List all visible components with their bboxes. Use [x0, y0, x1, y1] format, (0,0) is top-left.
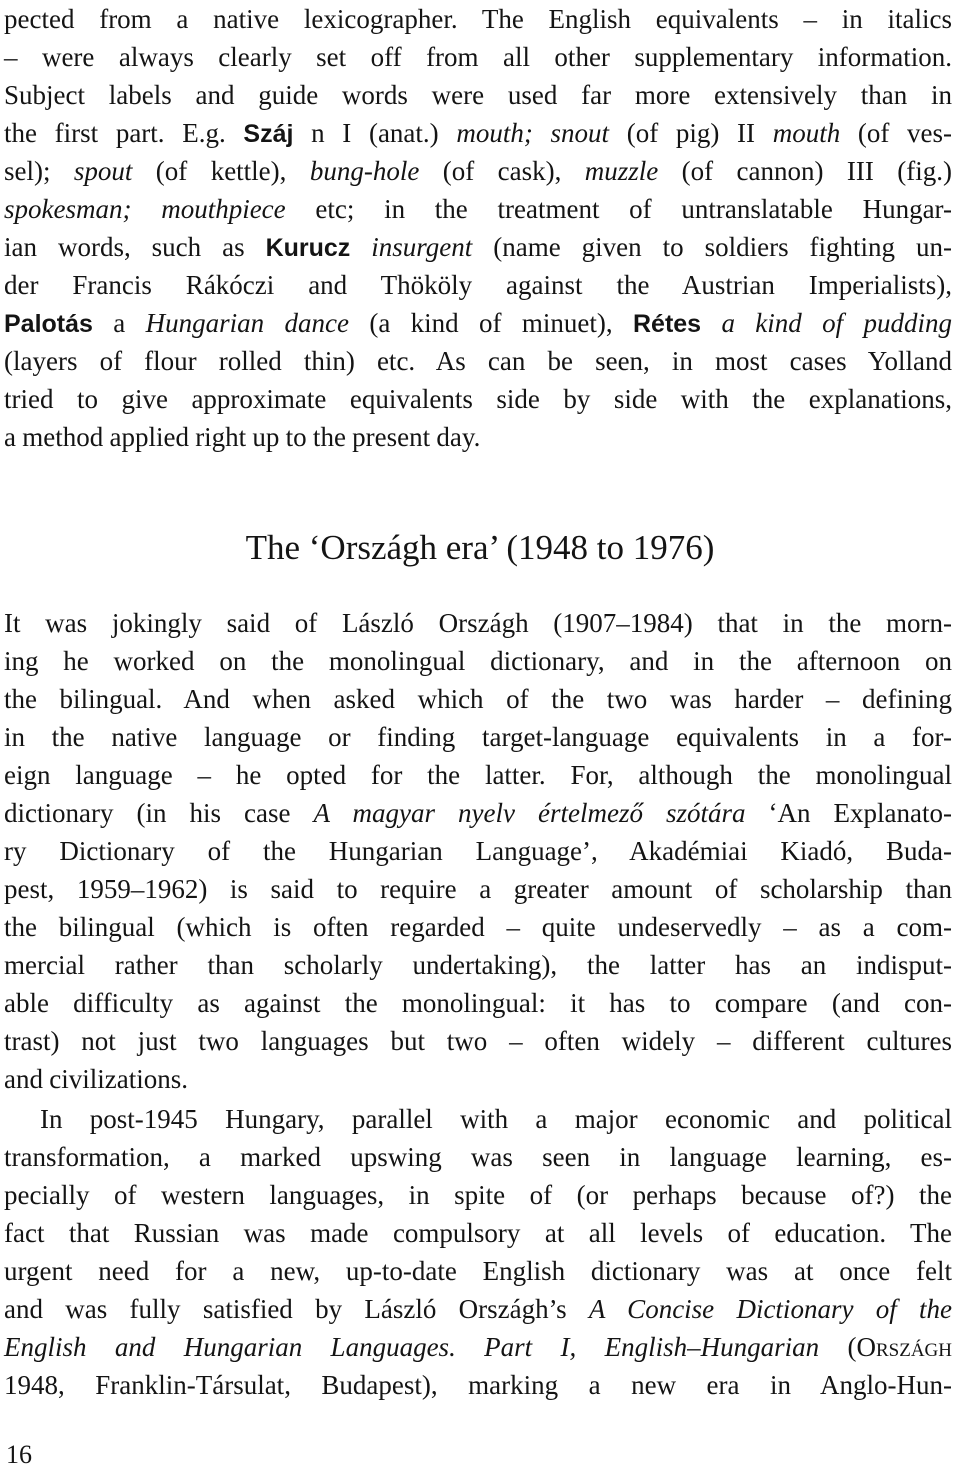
- text-line: the bilingual. And when asked which of the two was harder – defining: [4, 684, 952, 714]
- text-line: the bilingual (which is often regarded – quite undeservedly – as a com-: [4, 912, 952, 942]
- text-line: tried to give approximate equivalents side by side with the explanations,: [4, 384, 952, 414]
- text-line: der Francis Rákóczi and Thököly against the Austrian Imperialists),: [4, 270, 952, 300]
- text-line: and was fully satisfied by László Országh’s A Concise Dictionary of the: [4, 1294, 952, 1324]
- text-line: mercial rather than scholarly undertaking), the latter has an indisput-: [4, 950, 952, 980]
- paragraph-intro: [4, 0, 952, 456]
- text-line: 1948, Franklin-Társulat, Budapest), marking a new era in Anglo-Hun-: [4, 1370, 952, 1400]
- text-line: pest, 1959–1962) is said to require a greater amount of scholarship than: [4, 874, 952, 904]
- text-line: the first part. E.g. Száj n I (anat.) mouth; snout (of pig) II mouth (of ves-: [4, 118, 953, 148]
- text-line: dictionary (in his case A magyar nyelv értelmező szótára ‘An Explanato-: [4, 798, 952, 828]
- headword: Száj: [243, 120, 294, 148]
- page-number: 16: [6, 1440, 32, 1469]
- text-line: pecially of western languages, in spite of (or perhaps because of?) the: [4, 1180, 952, 1210]
- text-line: sel); spout (of kettle), bung-hole (of cask), muzzle (of cannon) III (fig.): [4, 156, 952, 186]
- headword: Rétes: [632, 310, 702, 338]
- text-line: urgent need for a new, up-to-date English dictionary was at once felt: [4, 1256, 952, 1286]
- paragraph-post-1945: [4, 1100, 952, 1404]
- text-line: pected from a native lexicographer. The English equivalents – in italics: [4, 4, 952, 34]
- text-line: ing he worked on the monolingual dictionary, and in the afternoon on: [4, 646, 952, 676]
- text-line: ry Dictionary of the Hungarian Language’, Akadémiai Kiadó, Buda-: [4, 836, 952, 866]
- text-line: a method applied right up to the present day.: [4, 422, 481, 452]
- text-line: fact that Russian was made compulsory at all levels of education. The: [4, 1218, 952, 1248]
- text-line: transformation, a marked upswing was seen in language learning, es-: [4, 1142, 952, 1172]
- text-line: able difficulty as against the monolingual: it has to compare (and con-: [4, 988, 952, 1018]
- paragraph-orszagh: [4, 604, 952, 1098]
- section-heading: The ‘Országh era’ (1948 to 1976): [245, 528, 715, 567]
- text-line: Palotás a Hungarian dance (a kind of minuet), Rétes a kind of pudding: [4, 308, 953, 338]
- text-line: English and Hungarian Languages. Part I, English–Hungarian (Országh: [4, 1332, 952, 1362]
- text-line: trast) not just two languages but two – often widely – different cultures: [4, 1026, 952, 1056]
- text-line: in the native language or finding target-language equivalents in a for-: [4, 722, 952, 752]
- headword: Kurucz: [265, 234, 351, 262]
- text-line: – were always clearly set off from all other supplementary information.: [4, 42, 952, 72]
- text-line: Subject labels and guide words were used far more extensively than in: [4, 80, 952, 110]
- text-line: eign language – he opted for the latter. For, although the monolingual: [4, 760, 952, 790]
- headword: Palotás: [4, 310, 93, 338]
- text-line: (layers of flour rolled thin) etc. As can be seen, in most cases Yolland: [4, 346, 952, 376]
- text-line: spokesman; mouthpiece etc; in the treatment of untranslatable Hungar-: [4, 194, 952, 224]
- text-line: and civilizations.: [4, 1064, 188, 1094]
- text-line: ian words, such as Kurucz insurgent (name given to soldiers fighting un-: [4, 232, 952, 262]
- text-line: It was jokingly said of László Országh (1907–1984) that in the morn-: [4, 608, 952, 638]
- text-line: In post-1945 Hungary, parallel with a major economic and political: [40, 1104, 952, 1134]
